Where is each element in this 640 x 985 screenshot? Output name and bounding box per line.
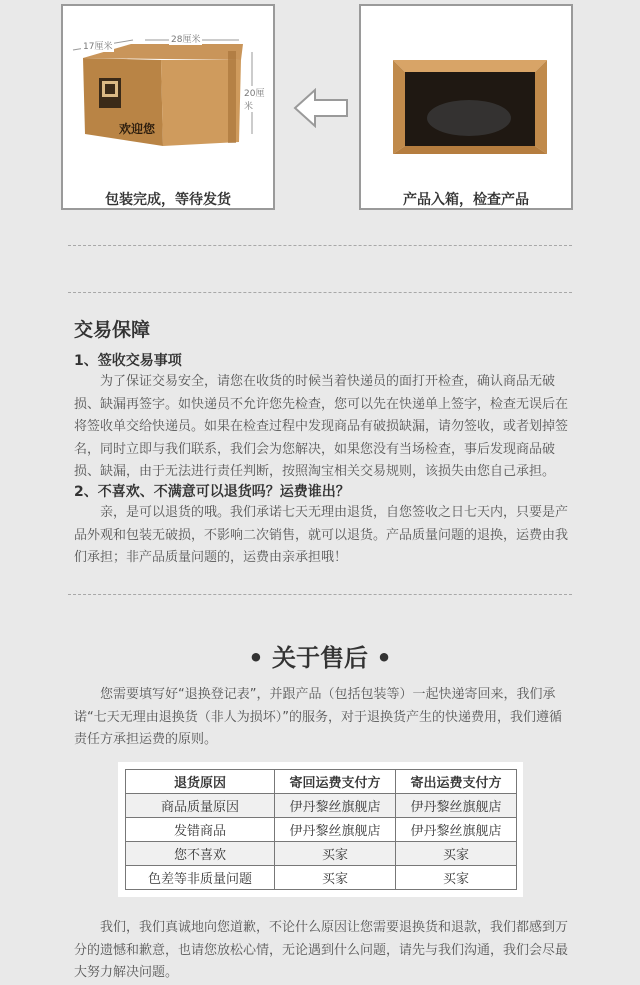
after-sale-intro: 您需要填写好“退换登记表”，并跟产品（包括包装等）一起快递寄回来，我们承诺“七天无理由退换货（非人为损坏）”的服务，对于退换货产生的快递费用，我们遵循责任方承担运费的原则。 bbox=[74, 687, 562, 747]
table-cell: 您不喜欢 bbox=[126, 842, 275, 866]
dimension-height-label: 20厘米 bbox=[243, 86, 269, 112]
return-policy-table bbox=[118, 762, 523, 897]
divider bbox=[68, 292, 572, 293]
table-cell: 买家 bbox=[275, 866, 396, 890]
divider bbox=[68, 594, 572, 595]
table-cell: 买家 bbox=[396, 866, 517, 890]
table-cell: 伊丹黎丝旗舰店 bbox=[275, 794, 396, 818]
table-cell: 买家 bbox=[275, 842, 396, 866]
question-1: 1、签收交易事项 bbox=[74, 353, 182, 369]
table-cell: 伊丹黎丝旗舰店 bbox=[275, 818, 396, 842]
open-box-caption: 产品入箱，检查产品 bbox=[403, 192, 529, 208]
table-cell: 伊丹黎丝旗舰店 bbox=[396, 794, 517, 818]
question-2: 2、不喜欢、不满意可以退货吗？运费谁出？ bbox=[74, 484, 350, 500]
table-row bbox=[126, 866, 517, 890]
table-cell: 商品质量原因 bbox=[126, 794, 275, 818]
table-header: 退货原因 bbox=[126, 770, 275, 794]
table-row bbox=[126, 842, 517, 866]
cardboard-box-image bbox=[63, 6, 273, 186]
answer-2: 亲，是可以退货的哦。我们承诺七天无理由退货，自您签收之日七天内，只要是产品外观和包装无破损，不影响二次销售，就可以退货。产品质量问题的退换，运费由我们承担；非产品质量问题的，运费由亲承担哦！ bbox=[74, 505, 569, 565]
guarantee-title: 交易保障 bbox=[74, 319, 151, 341]
table-header: 寄回运费支付方 bbox=[275, 770, 396, 794]
table-cell: 色差等非质量问题 bbox=[126, 866, 275, 890]
answer-1: 为了保证交易安全，请您在收货的时候当着快递员的面打开检查，确认商品无破损、缺漏再签字。如快递员不允许您先检查，您可以先在快递单上签字，检查无误后在将签收单交给快递员。如果在检查过程中发现商品有破损缺漏，请勿签收，或者划掉签名，同时立即与我们联系，我们会为您解决，如果您没有当场检查，事后发现商品破损、缺漏，由于无法进行责任判断，按照淘宝相关交易规则，该损失由您自己承担。 bbox=[74, 374, 569, 479]
after-sale-outro: 我们，我们真诚地向您道歉，不论什么原因让您需要退换货和退款，我们都感到万分的遗憾和歉意，也请您放松心情，无论遇到什么问题，请先与我们沟通，我们会尽最大努力解决问题。 bbox=[74, 920, 569, 980]
divider bbox=[68, 245, 572, 246]
open-box-image bbox=[361, 6, 571, 186]
packaged-caption: 包装完成，等待发货 bbox=[105, 192, 231, 208]
box-label-text: 欢迎您 bbox=[119, 122, 156, 136]
packaged-card bbox=[61, 4, 275, 210]
table-cell: 发错商品 bbox=[126, 818, 275, 842]
dimension-depth-label: 17厘米 bbox=[81, 39, 114, 52]
table-cell: 买家 bbox=[396, 842, 517, 866]
table-row bbox=[126, 818, 517, 842]
after-sale-title: • 关于售后 • bbox=[248, 644, 392, 672]
table-header: 寄出运费支付方 bbox=[396, 770, 517, 794]
dimension-width-label: 28厘米 bbox=[169, 32, 202, 45]
open-box-card bbox=[359, 4, 573, 210]
table-cell: 伊丹黎丝旗舰店 bbox=[396, 818, 517, 842]
table-row bbox=[126, 794, 517, 818]
arrow-left-icon bbox=[293, 88, 349, 128]
